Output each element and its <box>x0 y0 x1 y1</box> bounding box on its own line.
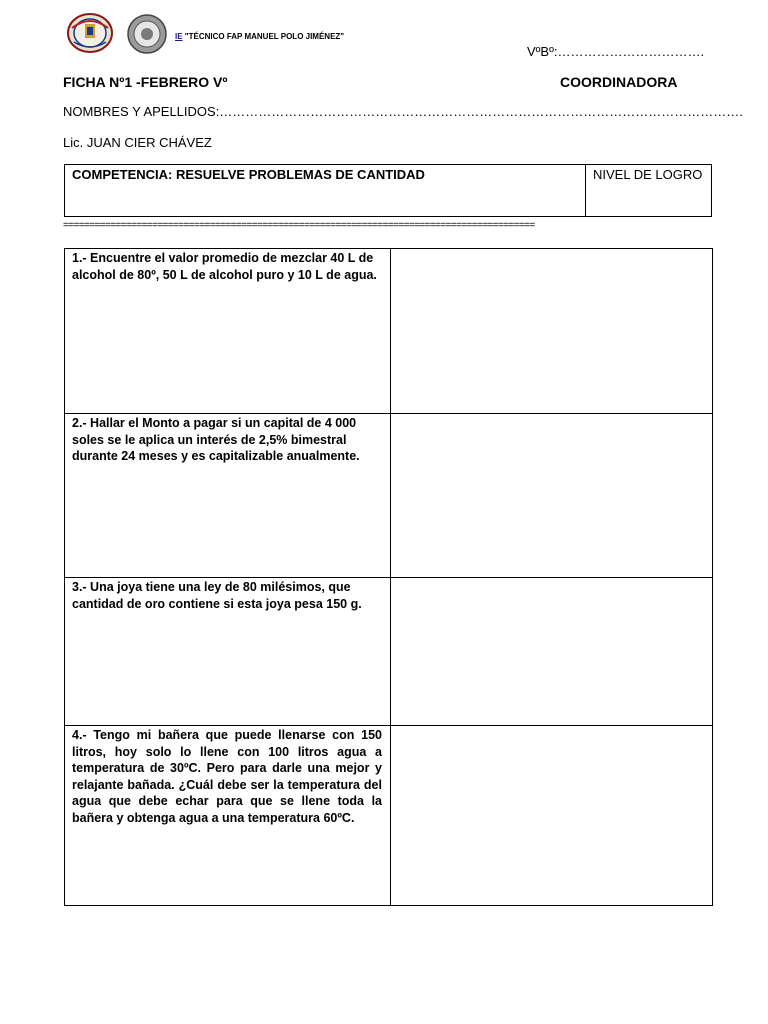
table-row <box>65 726 713 906</box>
answer-cell <box>391 726 713 906</box>
ficha-title: FICHA Nº1 -FEBRERO Vº <box>63 74 228 90</box>
question-text: 4.- Tengo mi bañera que puede llenarse con 150 litros, hoy solo lo llene con 100 litros agua a temperatura de 30ºC. Pero para darle una mejor y relajante bañada. ¿Cuál debe ser la temperatura del agua que debe echar para que se llene toda la bañera y obtenga agua a una temperatura 60ºC. <box>72 728 382 825</box>
teacher-name: Lic. JUAN CIER CHÁVEZ <box>63 135 212 150</box>
question-text: 2.- Hallar el Monto a pagar si un capital de 4 000 soles se le aplica un interés de 2,5% bimestral durante 24 meses y es capitalizable anualmente. <box>72 416 360 463</box>
answer-cell <box>391 578 713 726</box>
question-text: 1.- Encuentre el valor promedio de mezclar 40 L de alcohol de 80º, 50 L de alcohol puro y 10 L de agua. <box>72 251 377 282</box>
question-cell <box>65 249 391 414</box>
questions-table <box>64 248 713 906</box>
school-name <box>175 32 344 41</box>
competencia-label: COMPETENCIA: RESUELVE PROBLEMAS DE CANTIDAD <box>72 167 425 182</box>
question-cell <box>65 414 391 578</box>
table-row <box>65 249 713 414</box>
question-cell <box>65 726 391 906</box>
answer-cell <box>391 414 713 578</box>
separator-line: ========================================================================================== <box>63 220 535 231</box>
school-prefix: IE <box>175 32 183 41</box>
nivel-logro-label: NIVEL DE LOGRO <box>593 167 703 182</box>
vb-signature-line: VºBº:……………………………. <box>527 44 705 59</box>
school-title: "TÉCNICO FAP MANUEL POLO JIMÉNEZ" <box>184 32 345 41</box>
school-crest-logo <box>66 12 114 54</box>
table-row <box>65 578 713 726</box>
question-text: 3.- Una joya tiene una ley de 80 milésimos, que cantidad de oro contiene si esta joya pesa 150 g. <box>72 580 362 611</box>
competencia-box <box>64 164 712 217</box>
table-row <box>65 414 713 578</box>
student-name-field: NOMBRES Y APELLIDOS:…………………………………………………………………………………………………………. <box>63 104 743 119</box>
competencia-cell <box>65 165 586 216</box>
question-cell <box>65 578 391 726</box>
ugel-seal-logo <box>126 14 168 54</box>
answer-cell <box>391 249 713 414</box>
coordinadora-label: COORDINADORA <box>560 74 678 90</box>
